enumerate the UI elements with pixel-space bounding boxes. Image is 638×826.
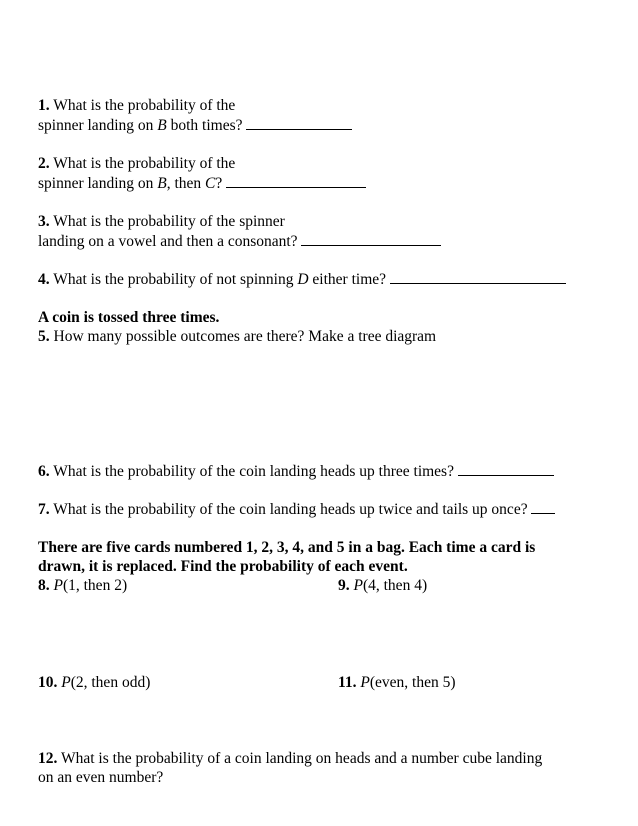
question-6-text: What is the probability of the coin landing heads up three times? <box>53 463 454 480</box>
question-8-args: (1, then 2) <box>62 577 128 594</box>
question-8-number: 8. <box>38 577 50 594</box>
cards-section-line2: drawn, it is replaced. Find the probability of each event. <box>38 558 408 575</box>
question-2-line1: What is the probability of the <box>53 155 236 172</box>
question-9-args: (4, then 4) <box>362 577 428 594</box>
question-5-number: 5. <box>38 328 50 345</box>
question-8-p: P <box>53 577 63 594</box>
question-2 <box>38 154 366 193</box>
question-3-line2: landing on a vowel and then a consonant? <box>38 233 298 250</box>
question-7-number: 7. <box>38 501 50 518</box>
question-10 <box>38 673 150 692</box>
question-12 <box>38 749 542 787</box>
answer-blank-1[interactable] <box>246 115 352 130</box>
answer-blank-2[interactable] <box>226 173 366 188</box>
answer-blank-3[interactable] <box>301 231 441 246</box>
question-12-line2: on an even number? <box>38 769 164 786</box>
question-5-text: How many possible outcomes are there? Make a tree diagram <box>53 328 437 345</box>
question-3-line1: What is the probability of the spinner <box>53 213 285 230</box>
cards-section <box>38 538 535 576</box>
question-4 <box>38 269 566 289</box>
question-6-number: 6. <box>38 463 50 480</box>
question-6 <box>38 461 554 481</box>
question-1-line2a: spinner landing on <box>38 117 158 134</box>
question-2-var1: B <box>157 175 167 192</box>
question-2-line2b: , then <box>166 175 206 192</box>
question-4-number: 4. <box>38 271 50 288</box>
question-4-text-a: What is the probability of not spinning <box>53 271 298 288</box>
question-10-number: 10. <box>38 674 58 691</box>
question-8 <box>38 576 127 595</box>
question-1-line1: What is the probability of the <box>53 97 236 114</box>
coin-section-heading: A coin is tossed three times. <box>38 309 220 326</box>
question-1-number: 1. <box>38 97 50 114</box>
question-3 <box>38 212 441 251</box>
question-4-text-b: either time? <box>308 271 387 288</box>
question-7-text: What is the probability of the coin landing heads up twice and tails up once? <box>53 501 528 518</box>
question-1-var: B <box>157 117 167 134</box>
question-4-var: D <box>297 271 309 288</box>
question-3-number: 3. <box>38 213 50 230</box>
question-10-args: (2, then odd) <box>70 674 151 691</box>
question-1 <box>38 96 352 135</box>
coin-section <box>38 308 436 346</box>
question-10-p: P <box>61 674 71 691</box>
question-11-p: P <box>360 674 370 691</box>
cards-section-line1: There are five cards numbered 1, 2, 3, 4, and 5 in a bag. Each time a card is <box>38 539 536 556</box>
answer-blank-7[interactable] <box>531 499 555 514</box>
question-1-line2b: both times? <box>166 117 243 134</box>
question-12-number: 12. <box>38 750 58 767</box>
question-9 <box>338 576 427 595</box>
question-11-number: 11. <box>338 674 357 691</box>
question-9-number: 9. <box>338 577 350 594</box>
question-11 <box>338 673 456 692</box>
question-9-p: P <box>353 577 363 594</box>
answer-blank-6[interactable] <box>458 461 554 476</box>
question-2-var2: C <box>205 175 216 192</box>
question-11-args: (even, then 5) <box>369 674 456 691</box>
question-12-line1: What is the probability of a coin landing on heads and a number cube landing <box>60 750 543 767</box>
question-2-number: 2. <box>38 155 50 172</box>
question-7 <box>38 499 555 519</box>
question-2-line2a: spinner landing on <box>38 175 158 192</box>
answer-blank-4[interactable] <box>390 269 566 284</box>
question-2-line2c: ? <box>215 175 223 192</box>
